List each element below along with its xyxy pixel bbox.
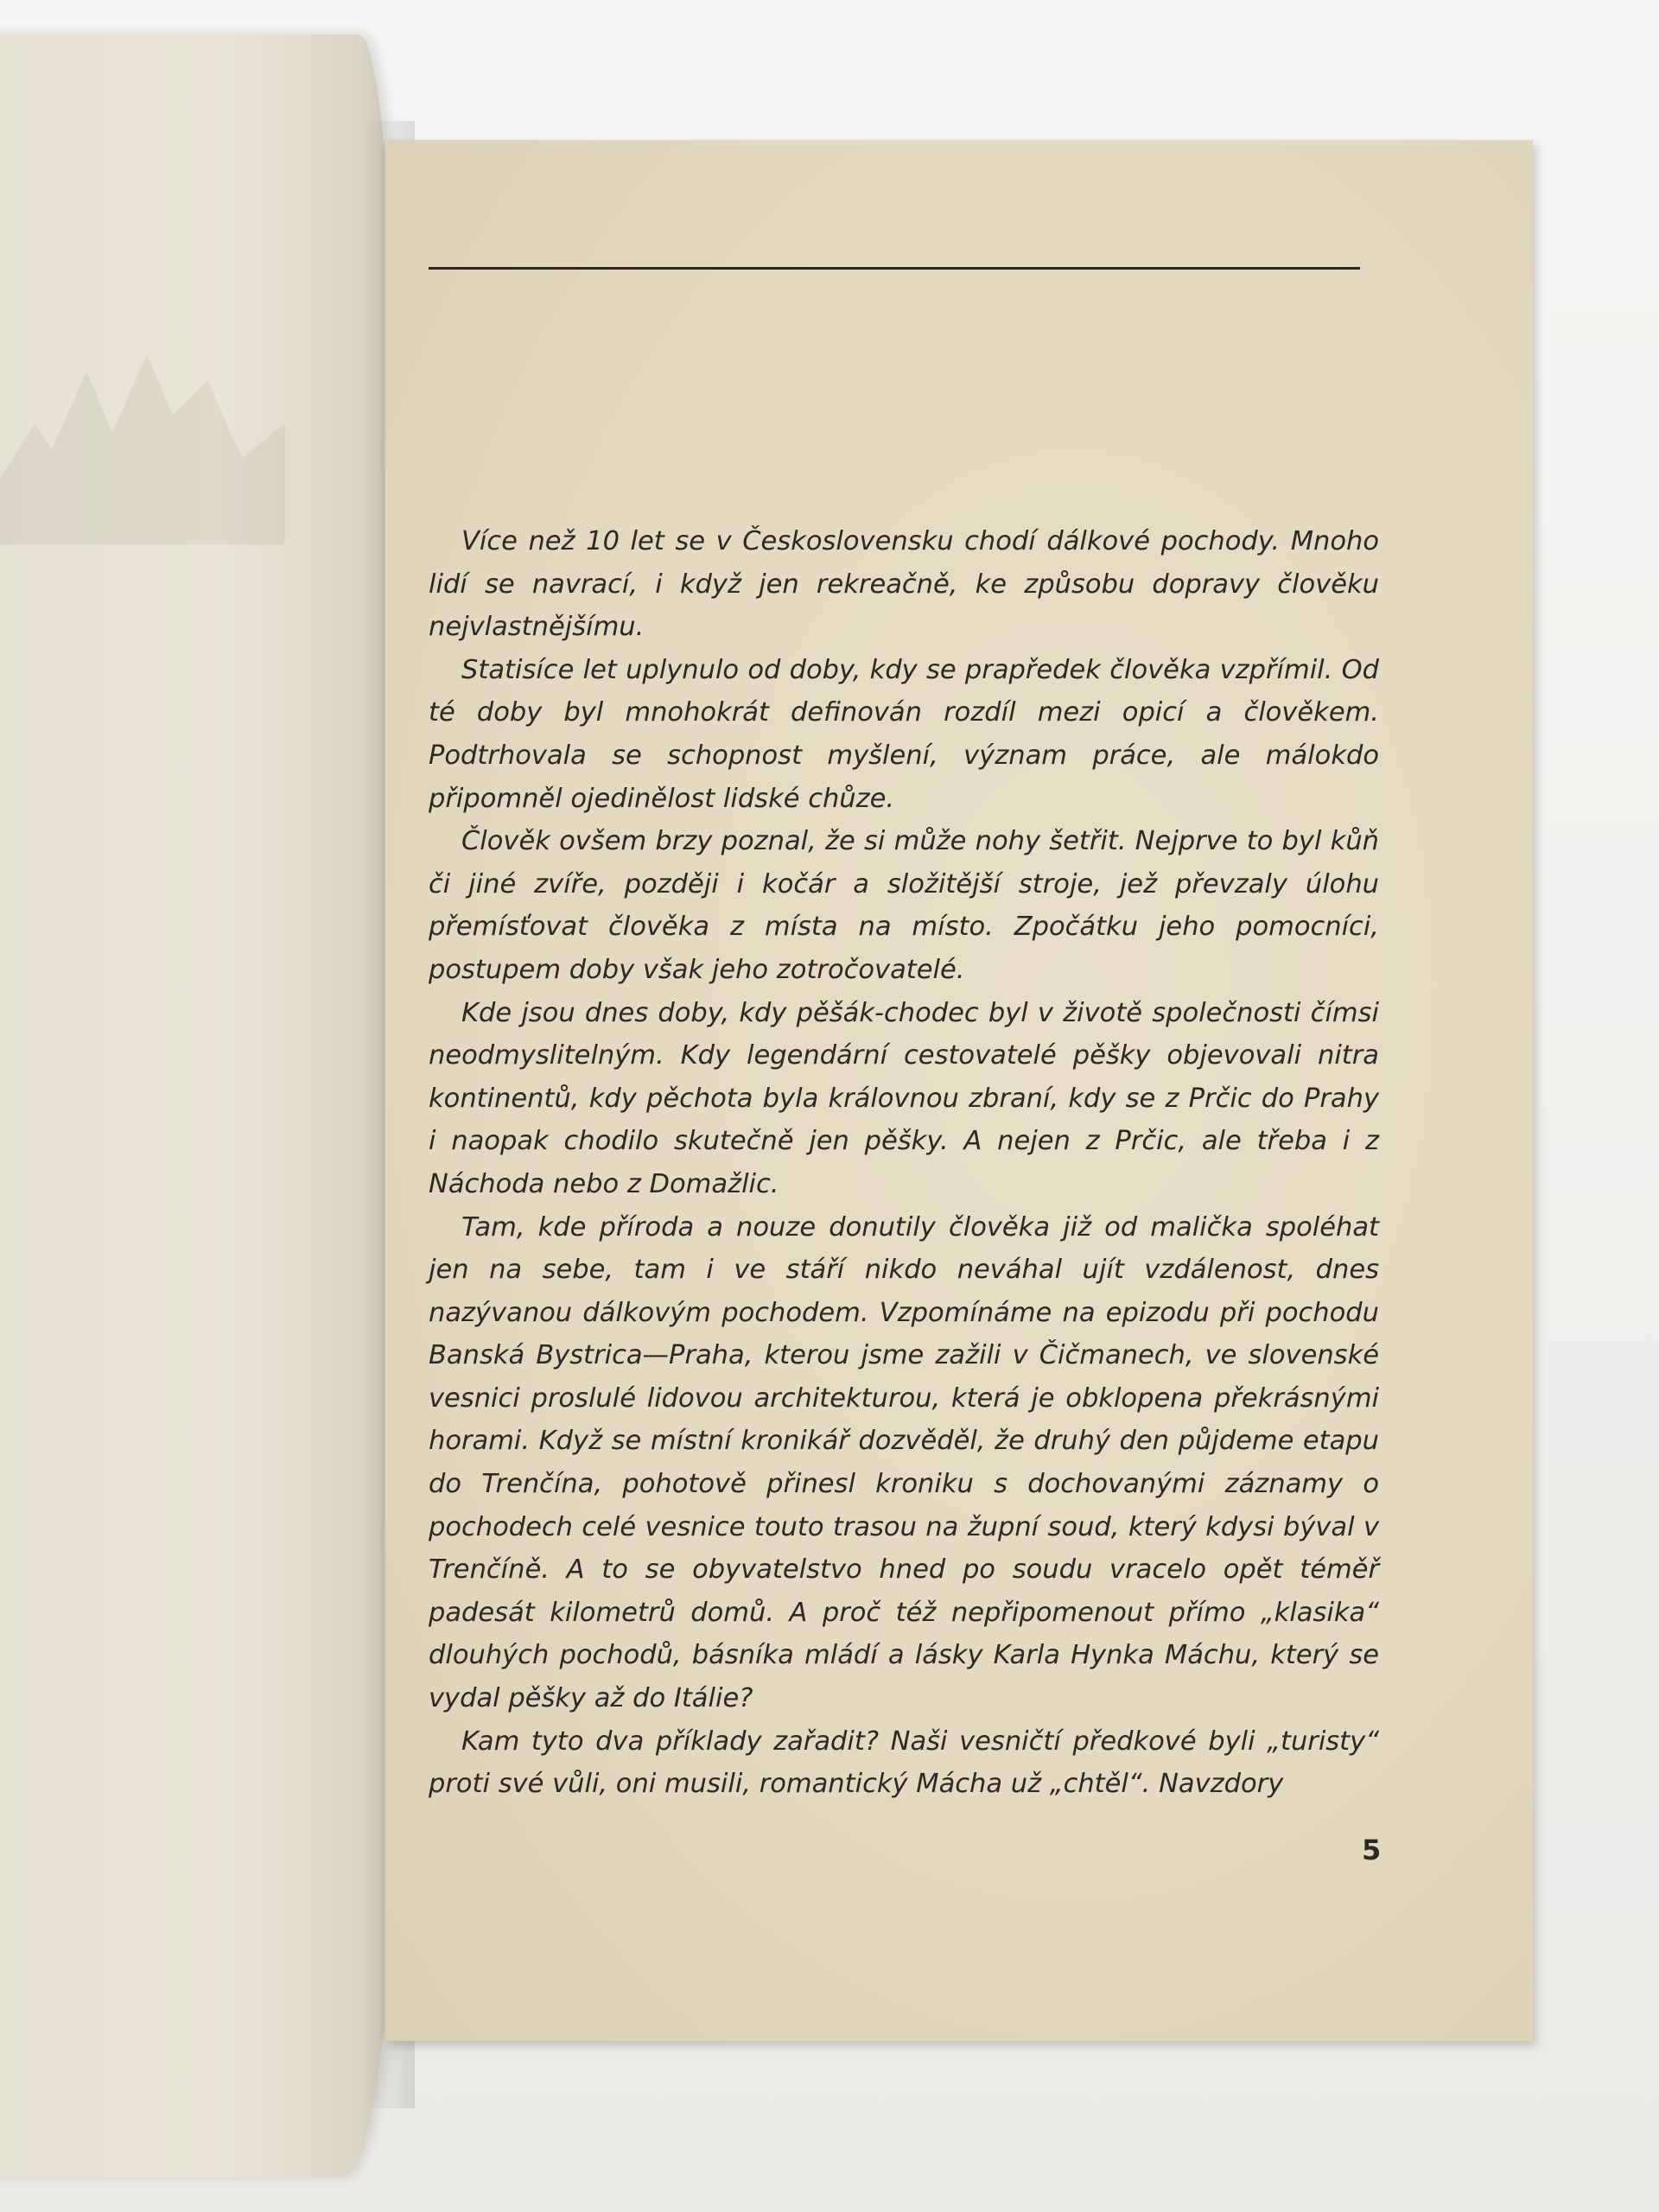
body-text xyxy=(429,520,1379,1806)
faint-illustration xyxy=(0,320,294,544)
left-page xyxy=(0,35,393,2177)
paragraph-4: Kde jsou dnes doby, kdy pěšák-chodec byl v životě společnosti čímsi neodmyslitelným. Kdy legendární cestovatelé pěšky objevovali nitra kontinentů, kdy pěchota byla královnou zbraní, kdy se z Prčic do Prahy i naopak chodilo skutečně jen pěšky. A nejen z Prčic, ale třeba i z Náchoda nebo z Domažlic. xyxy=(429,997,1379,1199)
header-rule xyxy=(429,267,1360,270)
right-page xyxy=(385,140,1533,2041)
paragraph-5: Tam, kde příroda a nouze donutily člověka již od malička spoléhat jen na sebe, tam i ve stáří nikdo neváhal ujít vzdálenost, dnes nazývanou dálkovým pochodem. Vzpomínáme na epizodu při pochodu Banská Bystrica—Praha, kterou jsme zažili v Čičmanech, ve slovenské vesnici proslulé lidovou architekturou, která je obklopena překrásnými horami. Když se místní kronikář dozvěděl, že druhý den půjdeme etapu do Trenčína, pohotově přinesl kroniku s dochovanými záznamy o pochodech celé vesnice touto trasou na župní soud, který kdysi býval v Trenčíně. A to se obyvatelstvo hned po soudu vracelo opět téměř padesát kilometrů domů. A proč též nepřipomenout přímo „klasika“ dlouhých pochodů, básníka mládí a lásky Karla Hynka Máchu, který se vydal pěšky až do Itálie? xyxy=(429,1211,1379,1714)
paragraph-3: Člověk ovšem brzy poznal, že si může nohy šetřit. Nejprve to byl kůň či jiné zvíře, později i kočár a složitější stroje, jež převzaly úlohu přemísťovat člověka z místa na místo. Zpočátku jeho pomocníci, postupem doby však jeho zotročovatelé. xyxy=(429,826,1379,985)
page-number: 5 xyxy=(1362,1834,1382,1866)
paragraph-1: Více než 10 let se v Československu chodí dálkové pochody. Mnoho lidí se navrací, i když jen rekreačně, ke způsobu dopravy člověku nejvlastnějšímu. xyxy=(429,526,1379,643)
paragraph-2: Statisíce let uplynulo od doby, kdy se prapředek člověka vzpřímil. Od té doby byl mnohokrát definován rozdíl mezi opicí a člověkem. Podtrhovala se schopnost myšlení, význam práce, ale málokdo připomněl ojedinělost lidské chůze. xyxy=(429,654,1379,814)
paragraph-6: Kam tyto dva příklady zařadit? Naši vesničtí předkové byli „turisty“ proti své vůli, oni musili, romantický Mácha už „chtěl“. Navzdory xyxy=(429,1726,1379,1800)
